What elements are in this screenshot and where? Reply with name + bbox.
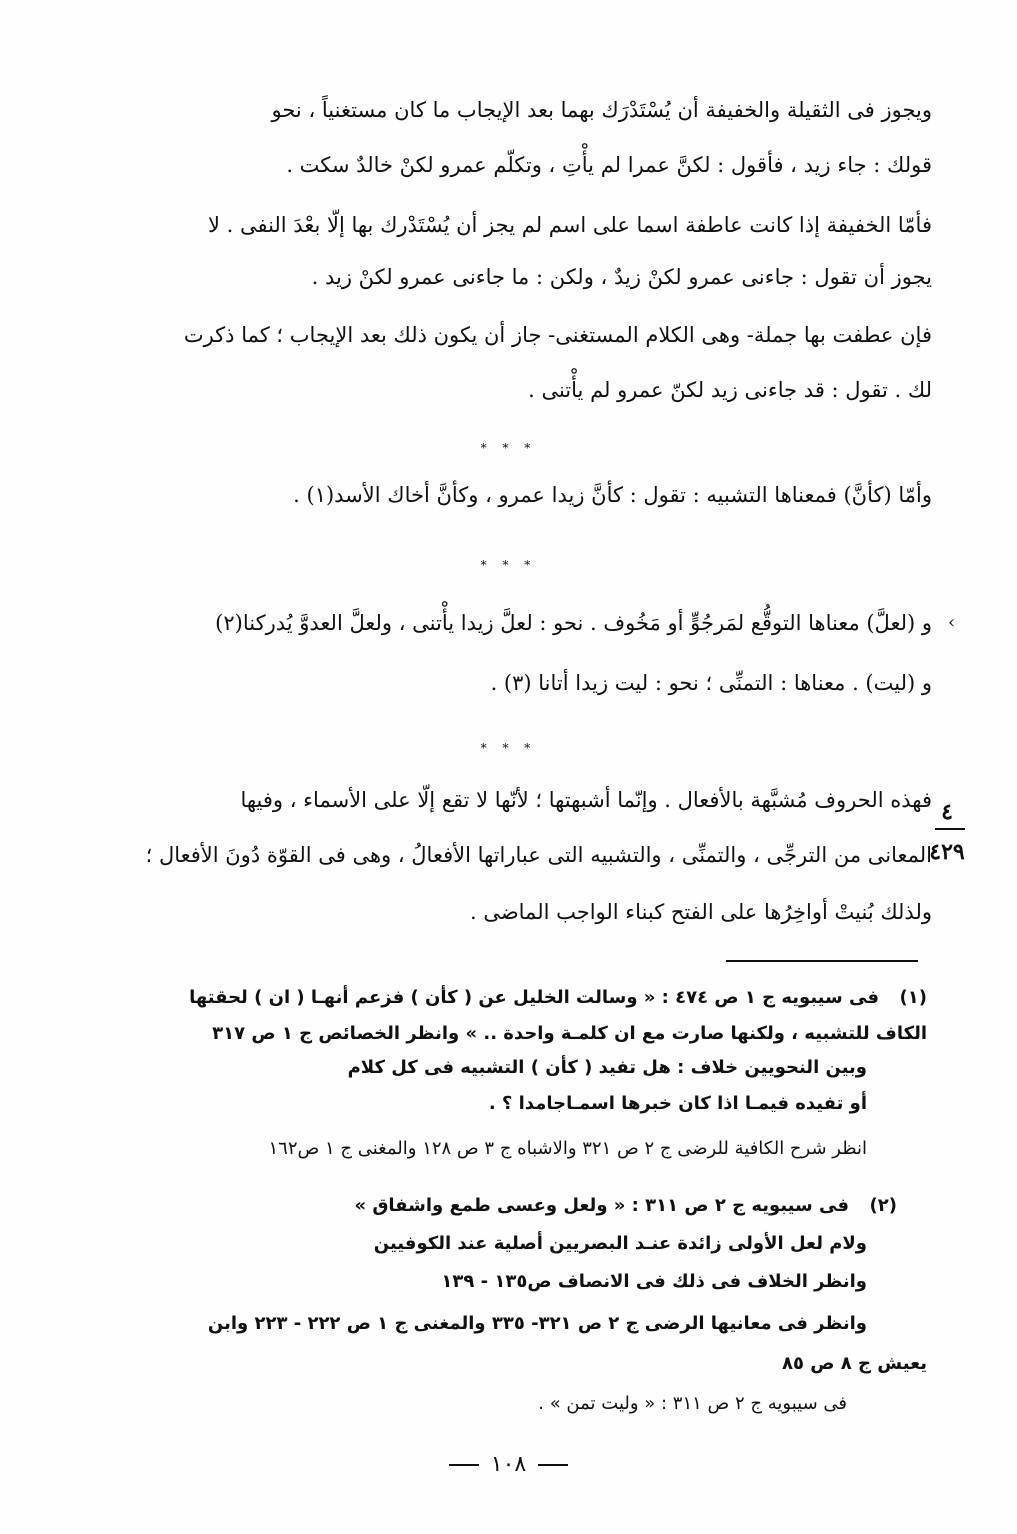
footnote-1-line: الكاف للتشبيه ، ولكنها صارت مع ان كلمـة واحدة .. » وانظر الخصائص ج ١ ص ٣١٧ [212, 1023, 927, 1044]
footnote-number: (٢) [869, 1195, 897, 1216]
text-line: و (ليت) . معناها : التمنِّى ؛ نحو : ليت زيدا أتانا (٣) . [490, 671, 932, 695]
section-separator: * * * [480, 741, 537, 755]
text-line: يجوز أن تقول : جاءنى عمرو لكنْ زيدٌ ، ولكن : ما جاءنى عمرو لكنْ زيد . [311, 265, 932, 289]
text-line: وأمّا (كأنَّ) فمعناها التشبيه : تقول : كأنَّ زيدا عمرو ، وكأنَّ أخاك الأسد(١) . [293, 483, 932, 507]
section-separator: * * * [480, 441, 537, 455]
footnote-1-line: أو تفيده فيمـا اذا كان خبرها اسمـاجامدا ؟ . [488, 1093, 867, 1114]
margin-reference-top: ٤ [941, 799, 953, 825]
section-separator: * * * [480, 558, 537, 572]
text-line: ويجوز فى الثقيلة والخفيفة أن يُسْتَدْرَك بهما بعد الإيجاب ما كان مستغنياً ، نحو [271, 98, 932, 122]
margin-reference-bottom: ٤٢٩ [929, 839, 965, 865]
page-number: ١٠٨ [0, 1452, 1017, 1477]
text-line: فهذه الحروف مُشبَّهة بالأفعال . وإنّما أشبهتها ؛ لأنّها لا تقع إلّا على الأسماء ، وفيها [240, 788, 932, 812]
text-line: قولك : جاء زيد ، فأقول : لكنَّ عمرا لم يأْتِ ، وتكلّم عمرو لكنْ خالدٌ سكت . [286, 153, 932, 177]
text-line: ولذلك بُنيتْ أواخِرُها على الفتح كبناء الواجب الماضى . [469, 900, 932, 924]
footnote-1-line: (١)فى سيبويه ج ١ ص ٤٧٤ : « وسالت الخليل عن ( كأن ) فزعم أنهـا ( ان ) لحقتها [189, 984, 927, 1012]
footnote-2-line: وانظر فى معانيها الرضى ج ٢ ص ٣٢١- ٣٣٥ والمغنى ج ١ ص ٢٢٢ - ٢٢٣ وابن [207, 1313, 867, 1334]
footnote-rule [726, 960, 918, 962]
footnote-2-line: وانظر الخلاف فى ذلك فى الانصاف ص١٣٥ - ١٣٩ [441, 1271, 867, 1292]
text-line: المعانى من الترجِّى ، والتمنِّى ، والتشبيه التى عباراتها الأفعالُ ، وهى فى القوّة دُونَ الأفعال ؛ [145, 843, 932, 867]
footnote-1-line: انظر شرح الكافية للرضى ج ٢ ص ٣٢١ والاشباه ج ٣ ص ١٢٨ والمغنى ج ١ ص١٦٢ [268, 1138, 867, 1159]
footnote-3-line: فى سيبويه ج ٢ ص ٣١١ : « وليت تمن » . [538, 1393, 847, 1414]
text-line: و (لعلَّ) معناها التوقُّع لمَرجُوٍّ أو مَخُوف . نحو : لعلَّ زيدا يأْتنى ، ولعلَّ العدوَّ يُدركنا(٢) [215, 611, 932, 635]
footnote-2-line: يعيش ج ٨ ص ٨٥ [782, 1353, 927, 1374]
footnote-2-line: ولام لعل الأولى زائدة عنـد البصريين أصلية عند الكوفيين [373, 1233, 867, 1254]
footnote-2-line: (٢)فى سيبويه ج ٢ ص ٣١١ : « ولعل وعسى طمع واشفاق » [354, 1192, 897, 1220]
footnote-1-line: وبين النحويين خلاف : هل تفيد ( كأن ) التشبيه فى كل كلام [347, 1057, 867, 1078]
text-line: فإن عطفت بها جملة- وهى الكلام المستغنى- جاز أن يكون ذلك بعد الإيجاب ؛ كما ذكرت [183, 323, 932, 347]
footnote-number: (١) [899, 987, 927, 1008]
text-line: لك . تقول : قد جاءنى زيد لكنّ عمرو لم يأْتنى . [528, 378, 932, 402]
text-line: فأمّا الخفيفة إذا كانت عاطفة اسما على اسم لم يجز أن يُسْتَدْرك بها إلّا بعْدَ النفى . لا [207, 213, 932, 237]
margin-mark: ‹ [948, 612, 956, 633]
margin-rule [935, 828, 965, 830]
